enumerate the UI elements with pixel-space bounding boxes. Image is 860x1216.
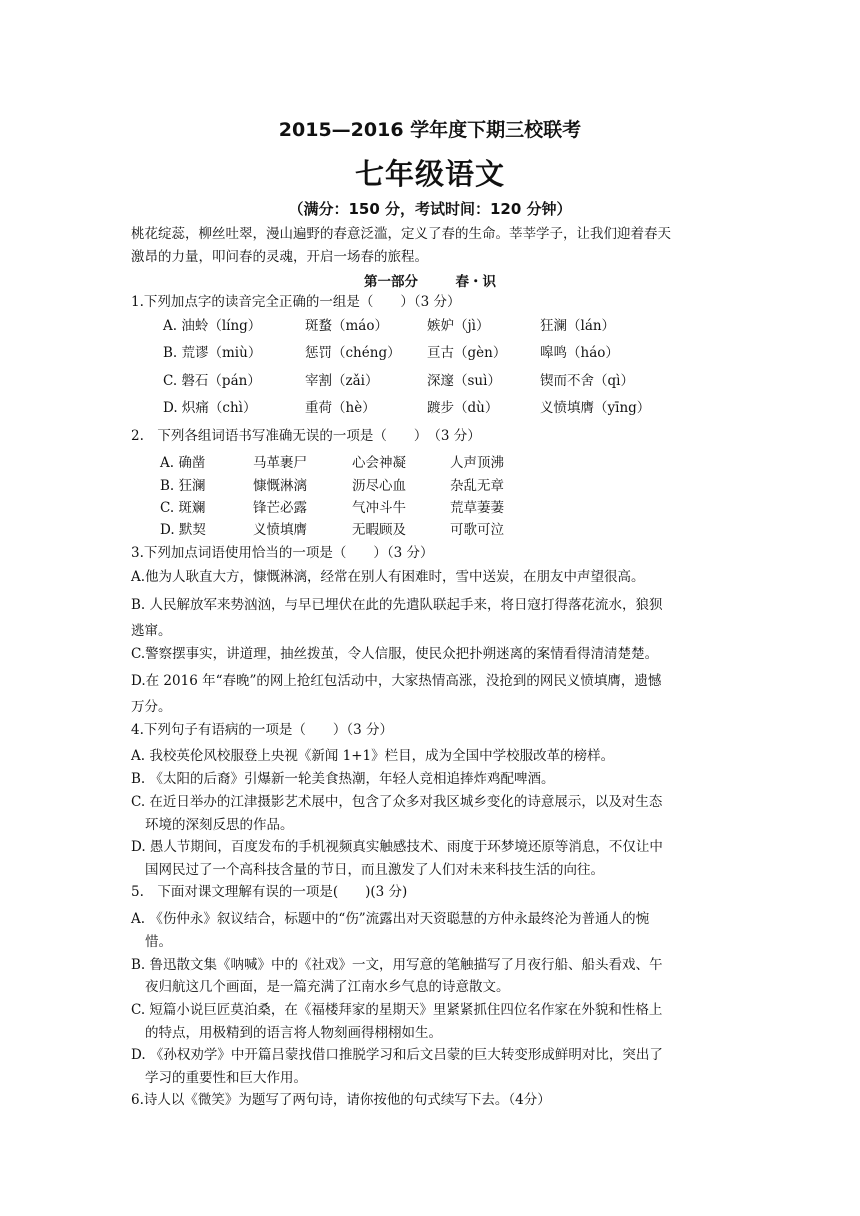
q2-option: 慷慨淋漓	[253, 478, 307, 494]
q1-option: B. 荒谬（miù）	[163, 345, 262, 361]
q2-option: B. 狂澜	[160, 478, 206, 494]
q4-line: C. 在近日举办的江津摄影艺术展中，包含了众多对我区城乡变化的诗意展示，以及对生态	[131, 794, 663, 810]
question-1-stem: 1.下列加点字的读音完全正确的一组是（ ）（3 分）	[131, 294, 461, 310]
q5-line: C. 短篇小说巨匠莫泊桑，在《福楼拜家的星期天》里紧紧抓住四位名作家在外貌和性格上	[131, 1002, 663, 1018]
intro-line: 激昂的力量，叩问春的灵魂，开启一场春的旅程。	[131, 249, 428, 265]
q1-option: 狂澜（lán）	[540, 318, 616, 334]
question-6-stem: 6.诗人以《微笑》为题写了两句诗，请你按他的句式续写下去。（4分）	[131, 1092, 551, 1108]
q4-line: 国网民过了一个高科技含量的节日，而且激发了人们对未来科技生活的向往。	[145, 862, 604, 878]
q1-option: 嗥鸣（háo）	[540, 345, 619, 361]
q4-line: A. 我校英伦风校服登上央视《新闻 1+1》栏目，成为全国中学校服改革的榜样。	[131, 748, 615, 764]
question-5-stem: 5. 下面对课文理解有误的一项是( )(3 分)	[131, 884, 408, 900]
q5-line: B. 鲁迅散文集《呐喊》中的《社戏》一文，用写意的笔触描写了月夜行船、船头看戏、午	[131, 957, 663, 973]
question-4-stem: 4.下列句子有语病的一项是（ ）（3 分）	[131, 722, 394, 738]
q1-option: 重荷（hè）	[305, 400, 376, 416]
q1-option: 嫉妒（jì）	[427, 318, 490, 334]
q2-option: D. 默契	[160, 522, 206, 538]
q2-option: 杂乱无章	[450, 478, 504, 494]
q3-line: D.在 2016 年“春晚”的网上抢红包活动中，大家热情高涨，没抢到的网民义愤填膺，遗憾	[131, 673, 662, 689]
q3-line: 逃窜。	[131, 623, 172, 639]
q1-option: D. 炽痛（chì）	[163, 400, 257, 416]
q4-line: B. 《太阳的后裔》引爆新一轮美食热潮，年轻人竞相追捧炸鸡配啤酒。	[131, 771, 555, 787]
q2-option: 沥尽心血	[352, 478, 406, 494]
q1-option: 踱步（dù）	[427, 400, 499, 416]
question-3-stem: 3.下列加点词语使用恰当的一项是（ ）（3 分）	[131, 545, 434, 561]
q5-line: 惜。	[145, 934, 172, 950]
q2-option: 义愤填膺	[253, 522, 307, 538]
exam-title: 2015—2016 学年度下期三校联考	[278, 119, 582, 141]
q2-option: 荒草萋萋	[450, 500, 504, 516]
q1-option: A. 油蛉（líng）	[163, 318, 262, 334]
exam-info: （满分：150 分，考试时间：120 分钟）	[288, 200, 572, 218]
q2-option: 心会神凝	[352, 455, 406, 471]
q2-option: A. 确凿	[160, 455, 206, 471]
section-name: 春・识	[455, 274, 496, 290]
q1-option: C. 磐石（pán）	[163, 373, 261, 389]
q4-line: 环境的深刻反思的作品。	[145, 817, 294, 833]
q5-line: A. 《伤仲永》叙议结合，标题中的“伤”流露出对天资聪慧的方仲永最终沦为普通人的惋	[131, 911, 650, 927]
q2-option: 气冲斗牛	[352, 500, 406, 516]
q3-line: C.警察摆事实，讲道理，抽丝拨茧，令人信服，使民众把扑朔迷离的案情看得清清楚楚。	[131, 646, 659, 662]
q5-line: 学习的重要性和巨大作用。	[145, 1070, 307, 1086]
q1-option: 亘古（gèn）	[427, 345, 507, 361]
q1-option: 宰割（zǎi）	[305, 373, 379, 389]
q3-line: 万分。	[131, 699, 172, 715]
q1-option: 义愤填膺（yīng）	[540, 400, 651, 416]
q5-line: 的特点，用极精到的语言将人物刻画得栩栩如生。	[145, 1025, 442, 1041]
q1-option: 斑蝥（máo）	[305, 318, 388, 334]
section-heading	[0, 270, 860, 290]
q2-option: 可歌可泣	[450, 522, 504, 538]
subject-title: 七年级语文	[354, 157, 505, 191]
q1-option: 深邃（suì）	[427, 373, 501, 389]
q1-option: 锲而不舍（qì）	[540, 373, 634, 389]
q2-option: 无暇顾及	[352, 522, 406, 538]
q2-option: 马革裹尸	[253, 455, 307, 471]
q5-line: D. 《孙权劝学》中开篇吕蒙找借口推脱学习和后文吕蒙的巨大转变形成鲜明对比，突出了	[131, 1047, 663, 1063]
q2-option: 人声顶沸	[450, 455, 504, 471]
section-part: 第一部分	[364, 274, 419, 290]
question-2-stem: 2. 下列各组词语书写准确无误的一项是（ ） （3 分）	[131, 428, 481, 444]
q5-line: 夜归航这几个画面，是一篇充满了江南水乡气息的诗意散文。	[145, 979, 510, 995]
q2-option: C. 斑斓	[160, 500, 206, 516]
q3-line: B. 人民解放军来势汹汹，与早已埋伏在此的先遣队联起手来，将日寇打得落花流水，狼狈	[131, 597, 663, 613]
q4-line: D. 愚人节期间，百度发布的手机视频真实触感技术、雨度于环梦境还原等消息，不仅让中	[131, 839, 663, 855]
intro-line: 桃花绽蕊，柳丝吐翠，漫山遍野的春意泛滥，定义了春的生命。莘莘学子，让我们迎着春天	[131, 226, 671, 242]
q3-line: A.他为人耿直大方，慷慨淋漓，经常在别人有困难时，雪中送炭，在朋友中声望很高。	[131, 569, 645, 585]
q1-option: 惩罚（chéng）	[305, 345, 401, 361]
q2-option: 锋芒必露	[253, 500, 307, 516]
